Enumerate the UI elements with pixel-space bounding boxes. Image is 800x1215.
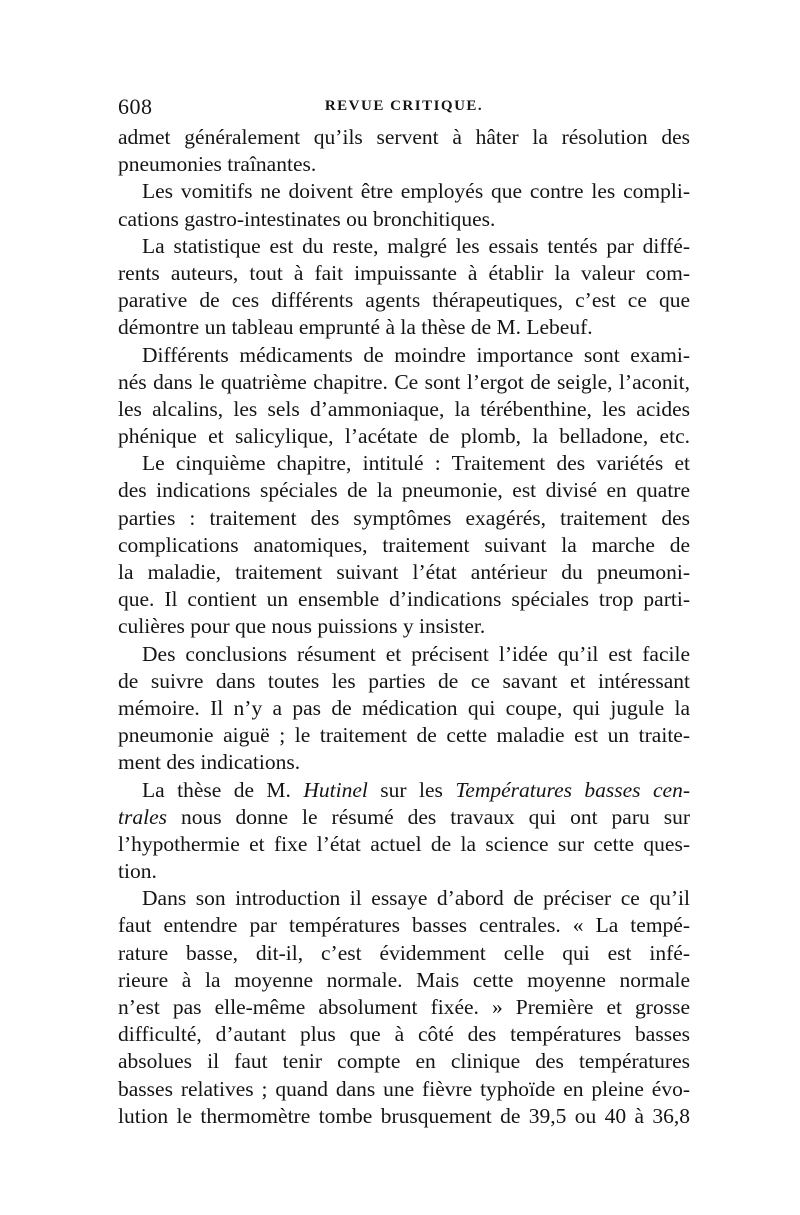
text-line xyxy=(118,1048,690,1075)
text-run: basses relatives ; quand dans une fièvre typhoïde en pleine évo- xyxy=(118,1076,690,1101)
text-line xyxy=(118,749,690,776)
text-run: tion. xyxy=(118,859,157,884)
text-line xyxy=(118,342,690,369)
text-run: rents auteurs, tout à fait impuissante à établir la valeur com- xyxy=(118,260,690,285)
text-line xyxy=(118,912,690,939)
text-run: Les vomitifs ne doivent être employés que contre les compli- xyxy=(142,179,690,204)
text-run: rieure à la moyenne normale. Mais cette moyenne normale xyxy=(118,967,690,992)
text-line xyxy=(118,641,690,668)
page-header xyxy=(118,92,690,120)
text-run: Différents médicaments de moindre importance sont exami- xyxy=(142,342,690,367)
italic-text: Hutinel xyxy=(303,777,368,802)
text-line xyxy=(118,1103,690,1130)
text-run: lution le thermomètre tombe brusquement de 39,5 ou 40 à 36,8 xyxy=(118,1103,690,1128)
text-line xyxy=(118,668,690,695)
text-run: de suivre dans toutes les parties de ce savant et intéressant xyxy=(118,668,690,693)
text-line xyxy=(118,505,690,532)
text-line xyxy=(118,804,690,831)
text-run: sur les xyxy=(367,777,456,802)
text-run: mémoire. Il n’y a pas de médication qui coupe, qui jugule la xyxy=(118,695,690,720)
text-run: parative de ces différents agents thérapeutiques, c’est ce que xyxy=(118,288,690,313)
text-run: ment des indications. xyxy=(118,750,301,775)
text-line xyxy=(118,287,690,314)
body-text xyxy=(118,124,690,1130)
text-line xyxy=(118,722,690,749)
text-run: les alcalins, les sels d’ammoniaque, la térébenthine, les acides xyxy=(118,396,690,421)
text-line xyxy=(118,124,690,151)
text-run: difficulté, d’autant plus que à côté des températures basses xyxy=(118,1022,690,1047)
text-run: rature basse, dit-il, c’est évidemment celle qui est infé- xyxy=(118,940,690,965)
text-run: des indications spéciales de la pneumonie, est divisé en quatre xyxy=(118,478,690,503)
text-line xyxy=(118,613,690,640)
text-line xyxy=(118,233,690,260)
text-line xyxy=(118,314,690,341)
text-run: La thèse de M. xyxy=(142,777,304,802)
text-run: La statistique est du reste, malgré les essais tentés par diffé- xyxy=(142,233,690,258)
text-run: nous donne le résumé des travaux qui ont paru sur xyxy=(166,804,690,829)
text-line xyxy=(118,1076,690,1103)
text-run: absolues il faut tenir compte en clinique des températures xyxy=(118,1049,690,1074)
text-run: nés dans le quatrième chapitre. Ce sont l’ergot de seigle, l’aconit, xyxy=(118,369,690,394)
text-line xyxy=(118,369,690,396)
text-line xyxy=(118,477,690,504)
text-line xyxy=(118,695,690,722)
text-run: pneumonie aiguë ; le traitement de cette maladie est un traite- xyxy=(118,723,690,748)
text-line xyxy=(118,967,690,994)
text-run: Des conclusions résument et précisent l’idée qu’il est facile xyxy=(142,641,690,666)
text-line xyxy=(118,1021,690,1048)
text-run: culières pour que nous puissions y insister. xyxy=(118,614,486,639)
text-line xyxy=(118,206,690,233)
italic-text: Températures basses cen- xyxy=(455,777,690,802)
italic-text: trales xyxy=(118,804,167,829)
text-run: Le cinquième chapitre, intitulé : Traitement des variétés et xyxy=(142,451,690,476)
text-run: n’est pas elle-même absolument fixée. » Première et grosse xyxy=(118,995,690,1019)
text-line xyxy=(118,151,690,178)
text-line xyxy=(118,260,690,287)
text-line xyxy=(118,858,690,885)
text-line xyxy=(118,178,690,205)
running-head: REVUE CRITIQUE. xyxy=(324,98,484,114)
text-line xyxy=(118,586,690,613)
text-line xyxy=(118,831,690,858)
text-line xyxy=(118,423,690,450)
text-line xyxy=(118,532,690,559)
text-run: complications anatomiques, traitement suivant la marche de xyxy=(118,532,690,557)
page-number: 608 xyxy=(118,94,153,119)
text-line xyxy=(118,777,690,804)
text-run: cations gastro-intestinates ou bronchitiques. xyxy=(118,206,496,231)
text-run: la maladie, traitement suivant l’état antérieur du pneumoni- xyxy=(118,560,690,584)
text-run: démontre un tableau emprunté à la thèse de M. Lebeuf. xyxy=(118,315,593,340)
text-run: faut entendre par températures basses centrales. « La tempé- xyxy=(118,913,690,938)
text-line xyxy=(118,994,690,1021)
text-run: admet généralement qu’ils servent à hâter la résolution des xyxy=(118,125,690,149)
text-run: Dans son introduction il essaye d’abord de préciser ce qu’il xyxy=(142,886,690,911)
text-run: pneumonies traînantes. xyxy=(118,152,317,177)
text-line xyxy=(118,940,690,967)
text-line xyxy=(118,450,690,477)
text-line xyxy=(118,559,690,586)
text-line xyxy=(118,396,690,423)
text-run: que. Il contient un ensemble d’indications spéciales trop parti- xyxy=(118,587,690,612)
text-line xyxy=(118,885,690,912)
text-run: parties : traitement des symptômes exagérés, traitement des xyxy=(118,505,690,530)
text-run: phénique et salicylique, l’acétate de plomb, la belladone, etc. xyxy=(118,424,690,449)
text-run: l’hypothermie et fixe l’état actuel de la science sur cette ques- xyxy=(118,831,690,856)
